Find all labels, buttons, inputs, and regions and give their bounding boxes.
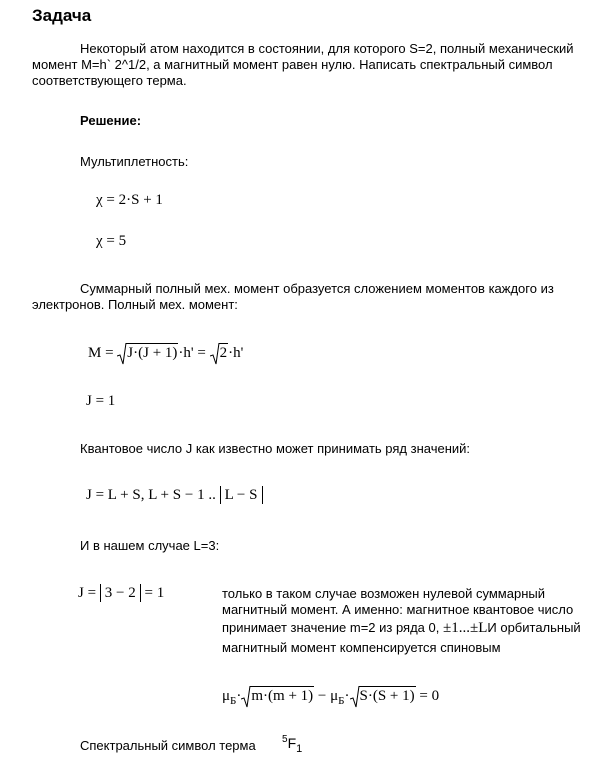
sqrt-S (350, 686, 416, 705)
explanation-line-1: только в таком случае возможен нулевой суммарный (222, 586, 545, 601)
equation-J-3-rhs: = 1 (144, 585, 165, 601)
equation-chi-1: χ = 2·S + 1 (96, 192, 163, 208)
mu-subscript-1: Б (230, 695, 237, 707)
moment-text-line-1: Суммарный полный мех. момент образуется сложением моментов каждого из (80, 281, 554, 296)
term-symbol (282, 734, 302, 755)
equation-J-1: J = 1 (86, 393, 116, 409)
explanation-line-4: магнитный момент компенсируется спиновым (222, 640, 501, 655)
explanation-line-3-c: И орбитальный (487, 620, 581, 635)
equation-mu: $\mu_Б\cdot$ $m\cdot(m + 1) - \mu_Б\cdot$ S·(S + 1) = 0 (222, 688, 440, 707)
mu-symbol-2: μ (330, 688, 339, 704)
abs-L-minus-S: L − S (220, 486, 263, 504)
problem-line-2: момент M=h` 2^1/2, а магнитный момент равен нулю. Написать спектральный символ (32, 57, 553, 72)
radical-sign-icon (210, 343, 220, 365)
equation-M-tail: ·h' (228, 345, 244, 361)
sqrt-J-radicand: J·(J + 1) (127, 345, 178, 361)
term-symbol-J: 1 (296, 743, 303, 755)
radical-sign-icon (117, 343, 127, 365)
problem-line-3: соответствующего терма. (32, 73, 187, 88)
term-symbol-multiplicity: 5 (282, 734, 288, 745)
explanation-line-3 (222, 620, 581, 637)
radical-sign-icon (241, 686, 251, 708)
problem-line-1: Некоторый атом находится в состоянии, для которого S=2, полный механический (80, 41, 574, 56)
sqrt-2 (210, 343, 229, 362)
equation-J-3 (78, 584, 164, 602)
explanation-line-3-a: принимает значение m=2 из ряда 0, (222, 620, 440, 635)
term-symbol-letter: F (287, 735, 297, 751)
quantum-text: Квантовое число J как известно может принимать ряд значений: (80, 441, 471, 456)
equation-mu-rhs: = 0 (419, 688, 440, 704)
case-text: И в нашем случае L=3: (80, 538, 220, 553)
radical-sign-icon (350, 686, 360, 708)
sqrt-2-radicand: 2 (219, 345, 228, 361)
sqrt-m-radicand: m·(m + 1) (251, 688, 314, 704)
sqrt-J (117, 343, 178, 362)
abs-3-minus-2: 3 − 2 (100, 584, 141, 602)
equation-M-mid: ·h' = (178, 345, 206, 361)
equation-J-range (86, 486, 263, 504)
equation-J-3-lhs: J = (78, 585, 97, 601)
moment-text-line-2: электронов. Полный мех. момент: (32, 297, 238, 312)
solution-heading: Решение: (80, 113, 142, 128)
equation-J-range-main: J = L + S, L + S − 1 .. (86, 487, 216, 503)
sqrt-m (241, 686, 314, 705)
explanation-line-3-range: ±1...±L (443, 620, 488, 636)
mu-symbol-1: μ (222, 688, 231, 704)
equation-M (88, 343, 243, 362)
equation-chi-2: χ = 5 (96, 233, 127, 249)
equation-mu-minus: − (317, 688, 327, 704)
term-label: Спектральный символ терма (80, 738, 256, 753)
page-title: Задача (32, 6, 92, 25)
mu-subscript-2: Б (338, 695, 345, 707)
multiplicity-label: Мультиплетность: (80, 154, 189, 169)
equation-M-lhs: M = (88, 345, 114, 361)
sqrt-S-radicand: S·(S + 1) (359, 688, 415, 704)
explanation-line-2: магнитный момент. А именно: магнитное квантовое число (222, 602, 574, 617)
